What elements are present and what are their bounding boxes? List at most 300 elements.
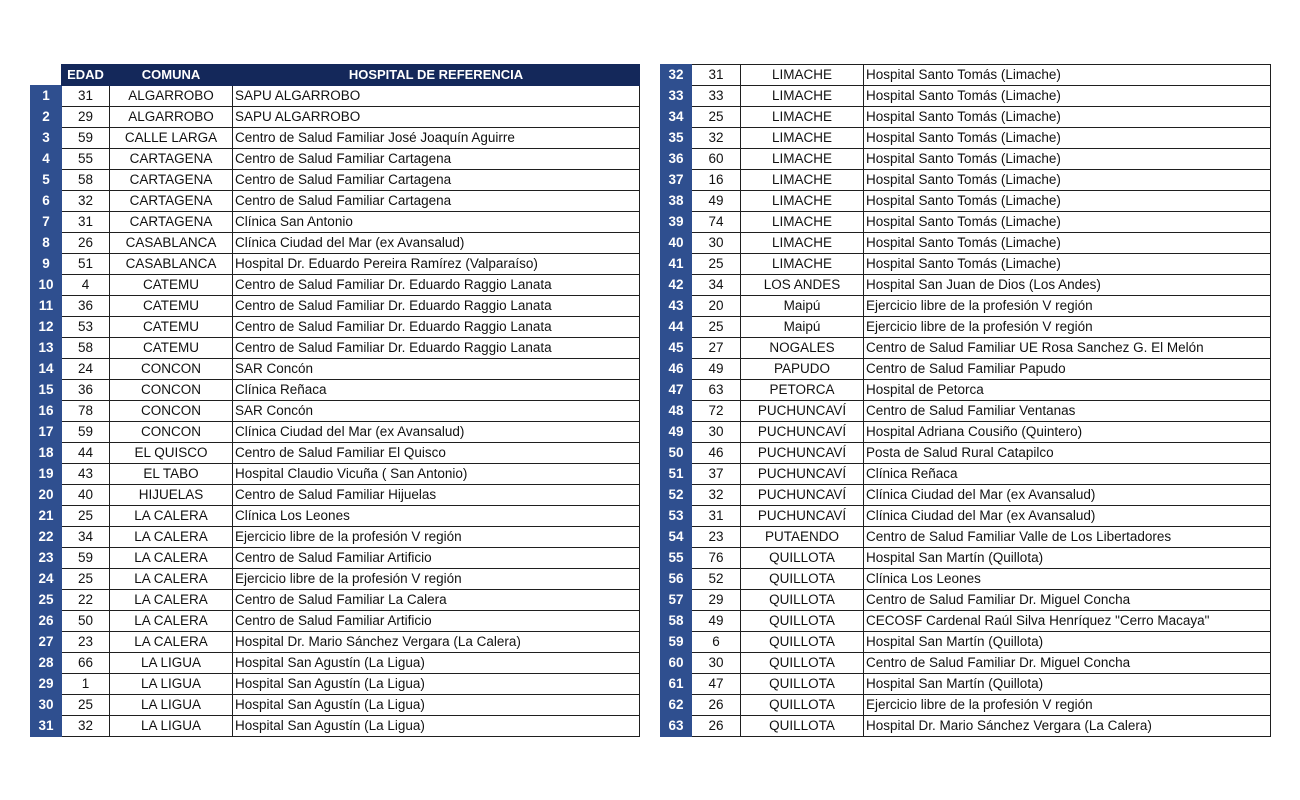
comuna-cell: NOGALES [741, 338, 864, 359]
hospital-cell: Hospital San Martín (Quillota) [864, 674, 1271, 695]
comuna-cell: QUILLOTA [741, 632, 864, 653]
age-cell: 72 [692, 401, 741, 422]
table-row [661, 695, 1271, 716]
row-number: 58 [661, 611, 692, 632]
row-number: 36 [661, 149, 692, 170]
age-cell: 51 [62, 254, 110, 275]
table-row [661, 653, 1271, 674]
row-number: 55 [661, 548, 692, 569]
table-row [31, 653, 640, 674]
hospital-cell: Hospital de Petorca [864, 380, 1271, 401]
hospital-cell: Hospital Santo Tomás (Limache) [864, 233, 1271, 254]
table-row [661, 128, 1271, 149]
row-number: 8 [31, 233, 62, 254]
age-cell: 25 [62, 569, 110, 590]
age-cell: 76 [692, 548, 741, 569]
row-number: 24 [31, 569, 62, 590]
comuna-cell: LIMACHE [741, 149, 864, 170]
table-row [31, 506, 640, 527]
comuna-cell: LOS ANDES [741, 275, 864, 296]
table-row [661, 149, 1271, 170]
table-row [661, 170, 1271, 191]
comuna-cell: CASABLANCA [110, 233, 233, 254]
comuna-cell: CALLE LARGA [110, 128, 233, 149]
hospital-cell: Centro de Salud Familiar Dr. Miguel Concha [864, 590, 1271, 611]
hospital-cell: Clínica Los Leones [233, 506, 640, 527]
row-number: 52 [661, 485, 692, 506]
table-row [661, 716, 1271, 737]
hospital-cell: Ejercicio libre de la profesión V región [864, 296, 1271, 317]
hospital-cell: Hospital Santo Tomás (Limache) [864, 212, 1271, 233]
hospital-cell: SAPU ALGARROBO [233, 107, 640, 128]
table-row [31, 317, 640, 338]
age-cell: 44 [62, 443, 110, 464]
hospital-cell: Clínica Ciudad del Mar (ex Avansalud) [864, 506, 1271, 527]
table-row [31, 380, 640, 401]
table-row [31, 548, 640, 569]
row-number: 6 [31, 191, 62, 212]
table-row [31, 611, 640, 632]
hospital-cell: Centro de Salud Familiar Valle de Los Libertadores [864, 527, 1271, 548]
age-cell: 29 [62, 107, 110, 128]
row-number: 45 [661, 338, 692, 359]
age-cell: 34 [62, 527, 110, 548]
table-row [31, 695, 640, 716]
row-number: 11 [31, 296, 62, 317]
age-cell: 4 [62, 275, 110, 296]
row-number: 23 [31, 548, 62, 569]
row-number: 5 [31, 170, 62, 191]
table-row [31, 212, 640, 233]
hospital-cell: Hospital San Agustín (La Ligua) [233, 716, 640, 737]
comuna-cell: CONCON [110, 380, 233, 401]
comuna-cell: LIMACHE [741, 254, 864, 275]
row-number: 1 [31, 86, 62, 107]
comuna-cell: PUCHUNCAVÍ [741, 506, 864, 527]
hospital-cell: Clínica Ciudad del Mar (ex Avansalud) [233, 422, 640, 443]
row-number: 17 [31, 422, 62, 443]
hospital-cell: Hospital San Juan de Dios (Los Andes) [864, 275, 1271, 296]
age-cell: 27 [692, 338, 741, 359]
hospital-cell: Centro de Salud Familiar Dr. Eduardo Raggio Lanata [233, 275, 640, 296]
table-row [661, 674, 1271, 695]
age-cell: 26 [692, 716, 741, 737]
comuna-cell: LA LIGUA [110, 653, 233, 674]
comuna-cell: QUILLOTA [741, 548, 864, 569]
comuna-cell: LIMACHE [741, 191, 864, 212]
row-number: 13 [31, 338, 62, 359]
row-number: 30 [31, 695, 62, 716]
comuna-cell: CASABLANCA [110, 254, 233, 275]
table-row [31, 191, 640, 212]
age-cell: 34 [692, 275, 741, 296]
comuna-cell: Maipú [741, 317, 864, 338]
age-cell: 49 [692, 359, 741, 380]
hospital-cell: Centro de Salud Familiar Dr. Eduardo Raggio Lanata [233, 338, 640, 359]
table-row [661, 464, 1271, 485]
hospital-cell: Centro de Salud Familiar El Quisco [233, 443, 640, 464]
age-cell: 58 [62, 170, 110, 191]
table-row [661, 65, 1271, 86]
hospital-cell: Clínica Ciudad del Mar (ex Avansalud) [864, 485, 1271, 506]
table-row [661, 191, 1271, 212]
comuna-cell: PUTAENDO [741, 527, 864, 548]
comuna-cell: LA CALERA [110, 632, 233, 653]
age-cell: 20 [692, 296, 741, 317]
comuna-cell: CATEMU [110, 275, 233, 296]
comuna-cell: LA CALERA [110, 569, 233, 590]
comuna-cell: ALGARROBO [110, 107, 233, 128]
table-row [31, 170, 640, 191]
age-cell: 50 [62, 611, 110, 632]
table-row [31, 716, 640, 737]
comuna-cell: EL QUISCO [110, 443, 233, 464]
comuna-cell: QUILLOTA [741, 653, 864, 674]
comuna-cell: LA CALERA [110, 527, 233, 548]
comuna-cell: QUILLOTA [741, 674, 864, 695]
comuna-cell: CATEMU [110, 317, 233, 338]
comuna-cell: CATEMU [110, 296, 233, 317]
hospital-cell: Hospital Santo Tomás (Limache) [864, 86, 1271, 107]
table-row [661, 380, 1271, 401]
table-row [31, 464, 640, 485]
hospital-cell: Hospital Santo Tomás (Limache) [864, 170, 1271, 191]
table-row [31, 254, 640, 275]
table-row [31, 527, 640, 548]
row-number: 15 [31, 380, 62, 401]
comuna-cell: LIMACHE [741, 86, 864, 107]
row-number: 44 [661, 317, 692, 338]
age-cell: 46 [692, 443, 741, 464]
row-number: 54 [661, 527, 692, 548]
comuna-cell: PUCHUNCAVÍ [741, 443, 864, 464]
comuna-cell: PUCHUNCAVÍ [741, 464, 864, 485]
table-row [31, 107, 640, 128]
age-cell: 60 [692, 149, 741, 170]
comuna-cell: CONCON [110, 422, 233, 443]
comuna-cell: HIJUELAS [110, 485, 233, 506]
row-number: 39 [661, 212, 692, 233]
hospital-cell: Centro de Salud Familiar Hijuelas [233, 485, 640, 506]
age-cell: 74 [692, 212, 741, 233]
table-row [661, 632, 1271, 653]
row-number: 34 [661, 107, 692, 128]
table-row [661, 443, 1271, 464]
age-cell: 32 [62, 191, 110, 212]
hospital-cell: Centro de Salud Familiar Cartagena [233, 149, 640, 170]
row-number: 33 [661, 86, 692, 107]
hospital-cell: Ejercicio libre de la profesión V región [233, 569, 640, 590]
comuna-cell: Maipú [741, 296, 864, 317]
hospital-cell: Centro de Salud Familiar Artificio [233, 611, 640, 632]
age-cell: 59 [62, 128, 110, 149]
header-edad: EDAD [62, 65, 110, 86]
age-cell: 1 [62, 674, 110, 695]
age-cell: 52 [692, 569, 741, 590]
row-number: 40 [661, 233, 692, 254]
row-number: 60 [661, 653, 692, 674]
row-number: 38 [661, 191, 692, 212]
hospital-cell: Posta de Salud Rural Catapilco [864, 443, 1271, 464]
age-cell: 16 [692, 170, 741, 191]
age-cell: 32 [62, 716, 110, 737]
header-hospital: HOSPITAL DE REFERENCIA [233, 65, 640, 86]
row-number: 37 [661, 170, 692, 191]
hospital-cell: Hospital San Martín (Quillota) [864, 548, 1271, 569]
table-row [31, 233, 640, 254]
row-number: 12 [31, 317, 62, 338]
age-cell: 25 [692, 317, 741, 338]
hospital-cell: Centro de Salud Familiar Cartagena [233, 191, 640, 212]
comuna-cell: LA LIGUA [110, 716, 233, 737]
hospital-cell: Centro de Salud Familiar Dr. Miguel Concha [864, 653, 1271, 674]
comuna-cell: LIMACHE [741, 170, 864, 191]
age-cell: 31 [62, 86, 110, 107]
table-row [31, 569, 640, 590]
hospital-cell: Centro de Salud Familiar Ventanas [864, 401, 1271, 422]
comuna-cell: CARTAGENA [110, 212, 233, 233]
table-row [661, 590, 1271, 611]
row-number: 61 [661, 674, 692, 695]
row-number: 20 [31, 485, 62, 506]
comuna-cell: LA CALERA [110, 548, 233, 569]
table-row [661, 359, 1271, 380]
hospital-cell: Hospital San Agustín (La Ligua) [233, 653, 640, 674]
hospital-cell: Centro de Salud Familiar Papudo [864, 359, 1271, 380]
comuna-cell: PUCHUNCAVÍ [741, 485, 864, 506]
age-cell: 33 [692, 86, 741, 107]
table-header-row [31, 65, 640, 86]
table-row [31, 296, 640, 317]
comuna-cell: LA LIGUA [110, 674, 233, 695]
hospital-cell: Clínica Los Leones [864, 569, 1271, 590]
comuna-cell: LIMACHE [741, 107, 864, 128]
row-number: 21 [31, 506, 62, 527]
comuna-cell: PUCHUNCAVÍ [741, 401, 864, 422]
age-cell: 23 [692, 527, 741, 548]
comuna-cell: LIMACHE [741, 212, 864, 233]
comuna-cell: CARTAGENA [110, 170, 233, 191]
row-number: 31 [31, 716, 62, 737]
row-number: 32 [661, 65, 692, 86]
age-cell: 40 [62, 485, 110, 506]
comuna-cell: CONCON [110, 359, 233, 380]
table-row [661, 212, 1271, 233]
age-cell: 47 [692, 674, 741, 695]
age-cell: 36 [62, 380, 110, 401]
row-number: 42 [661, 275, 692, 296]
row-number: 41 [661, 254, 692, 275]
hospital-cell: Ejercicio libre de la profesión V región [864, 317, 1271, 338]
hospital-cell: Hospital San Agustín (La Ligua) [233, 695, 640, 716]
comuna-cell: QUILLOTA [741, 716, 864, 737]
row-number: 28 [31, 653, 62, 674]
age-cell: 53 [62, 317, 110, 338]
row-number: 49 [661, 422, 692, 443]
age-cell: 32 [692, 128, 741, 149]
comuna-cell: LA CALERA [110, 590, 233, 611]
age-cell: 25 [692, 254, 741, 275]
row-number: 46 [661, 359, 692, 380]
hospital-cell: Ejercicio libre de la profesión V región [233, 527, 640, 548]
age-cell: 36 [62, 296, 110, 317]
age-cell: 25 [692, 107, 741, 128]
table-row [661, 611, 1271, 632]
table-row [31, 674, 640, 695]
comuna-cell: LIMACHE [741, 65, 864, 86]
row-number: 7 [31, 212, 62, 233]
hospital-cell: Centro de Salud Familiar La Calera [233, 590, 640, 611]
comuna-cell: LA CALERA [110, 611, 233, 632]
row-number: 19 [31, 464, 62, 485]
hospital-cell: Hospital Dr. Mario Sánchez Vergara (La Calera) [233, 632, 640, 653]
comuna-cell: QUILLOTA [741, 611, 864, 632]
hospital-cell: Hospital Adriana Cousiño (Quintero) [864, 422, 1271, 443]
row-number: 63 [661, 716, 692, 737]
table-row [661, 317, 1271, 338]
hospital-cell: Hospital San Agustín (La Ligua) [233, 674, 640, 695]
hospital-cell: Hospital Claudio Vicuña ( San Antonio) [233, 464, 640, 485]
row-number: 59 [661, 632, 692, 653]
row-number: 57 [661, 590, 692, 611]
comuna-cell: LA LIGUA [110, 695, 233, 716]
age-cell: 32 [692, 485, 741, 506]
hospital-cell: Ejercicio libre de la profesión V región [864, 695, 1271, 716]
age-cell: 49 [692, 611, 741, 632]
table-row [31, 128, 640, 149]
age-cell: 6 [692, 632, 741, 653]
row-number: 27 [31, 632, 62, 653]
table-row [661, 401, 1271, 422]
age-cell: 59 [62, 548, 110, 569]
hospital-cell: SAR Concón [233, 359, 640, 380]
comuna-cell: LIMACHE [741, 128, 864, 149]
hospital-cell: Centro de Salud Familiar José Joaquín Aguirre [233, 128, 640, 149]
hospital-cell: Centro de Salud Familiar Cartagena [233, 170, 640, 191]
comuna-cell: PUCHUNCAVÍ [741, 422, 864, 443]
hospital-cell: Hospital Santo Tomás (Limache) [864, 65, 1271, 86]
row-number: 26 [31, 611, 62, 632]
comuna-cell: CARTAGENA [110, 191, 233, 212]
age-cell: 23 [62, 632, 110, 653]
age-cell: 24 [62, 359, 110, 380]
table-row [31, 149, 640, 170]
comuna-cell: QUILLOTA [741, 695, 864, 716]
hospital-cell: CECOSF Cardenal Raúl Silva Henríquez "Cerro Macaya" [864, 611, 1271, 632]
row-number: 16 [31, 401, 62, 422]
table-row [661, 296, 1271, 317]
hospital-cell: Clínica Ciudad del Mar (ex Avansalud) [233, 233, 640, 254]
table-row [661, 338, 1271, 359]
age-cell: 58 [62, 338, 110, 359]
age-cell: 49 [692, 191, 741, 212]
hospital-cell: SAR Concón [233, 401, 640, 422]
table-row [31, 485, 640, 506]
row-number: 10 [31, 275, 62, 296]
hospital-cell: SAPU ALGARROBO [233, 86, 640, 107]
comuna-cell: EL TABO [110, 464, 233, 485]
hospital-cell: Centro de Salud Familiar Dr. Eduardo Raggio Lanata [233, 317, 640, 338]
hospital-cell: Hospital Dr. Mario Sánchez Vergara (La Calera) [864, 716, 1271, 737]
row-number: 9 [31, 254, 62, 275]
age-cell: 59 [62, 422, 110, 443]
comuna-cell: CARTAGENA [110, 149, 233, 170]
row-number: 62 [661, 695, 692, 716]
hospital-cell: Centro de Salud Familiar Dr. Eduardo Raggio Lanata [233, 296, 640, 317]
table-row [31, 443, 640, 464]
table-row [661, 233, 1271, 254]
table-row [661, 254, 1271, 275]
table-row [31, 338, 640, 359]
age-cell: 26 [692, 695, 741, 716]
row-number: 22 [31, 527, 62, 548]
age-cell: 30 [692, 653, 741, 674]
age-cell: 29 [692, 590, 741, 611]
table-row [661, 569, 1271, 590]
table-row [661, 548, 1271, 569]
row-number: 48 [661, 401, 692, 422]
row-number: 56 [661, 569, 692, 590]
comuna-cell: ALGARROBO [110, 86, 233, 107]
hospital-cell: Clínica Reñaca [864, 464, 1271, 485]
age-cell: 31 [692, 506, 741, 527]
age-cell: 26 [62, 233, 110, 254]
row-number: 18 [31, 443, 62, 464]
table-row [661, 275, 1271, 296]
age-cell: 22 [62, 590, 110, 611]
row-number: 14 [31, 359, 62, 380]
hospital-cell: Clínica San Antonio [233, 212, 640, 233]
table-row [31, 632, 640, 653]
hospital-cell: Hospital San Martín (Quillota) [864, 632, 1271, 653]
age-cell: 31 [62, 212, 110, 233]
header-blank-cell [31, 65, 62, 86]
table-row [31, 401, 640, 422]
row-number: 3 [31, 128, 62, 149]
hospital-cell: Centro de Salud Familiar Artificio [233, 548, 640, 569]
age-cell: 25 [62, 695, 110, 716]
comuna-cell: LA CALERA [110, 506, 233, 527]
table-row [31, 275, 640, 296]
table-row [31, 422, 640, 443]
header-comuna: COMUNA [110, 65, 233, 86]
row-number: 47 [661, 380, 692, 401]
age-cell: 66 [62, 653, 110, 674]
cases-table-right [660, 64, 1271, 737]
row-number: 35 [661, 128, 692, 149]
hospital-cell: Hospital Santo Tomás (Limache) [864, 191, 1271, 212]
age-cell: 30 [692, 233, 741, 254]
table-row [661, 86, 1271, 107]
row-number: 29 [31, 674, 62, 695]
hospital-cell: Hospital Santo Tomás (Limache) [864, 107, 1271, 128]
hospital-cell: Clínica Reñaca [233, 380, 640, 401]
age-cell: 78 [62, 401, 110, 422]
comuna-cell: QUILLOTA [741, 590, 864, 611]
table-row [31, 359, 640, 380]
age-cell: 63 [692, 380, 741, 401]
hospital-cell: Hospital Santo Tomás (Limache) [864, 254, 1271, 275]
table-row [661, 422, 1271, 443]
row-number: 50 [661, 443, 692, 464]
age-cell: 55 [62, 149, 110, 170]
hospital-cell: Hospital Dr. Eduardo Pereira Ramírez (Valparaíso) [233, 254, 640, 275]
row-number: 51 [661, 464, 692, 485]
age-cell: 31 [692, 65, 741, 86]
cases-table-left [30, 64, 640, 737]
comuna-cell: LIMACHE [741, 233, 864, 254]
comuna-cell: CATEMU [110, 338, 233, 359]
